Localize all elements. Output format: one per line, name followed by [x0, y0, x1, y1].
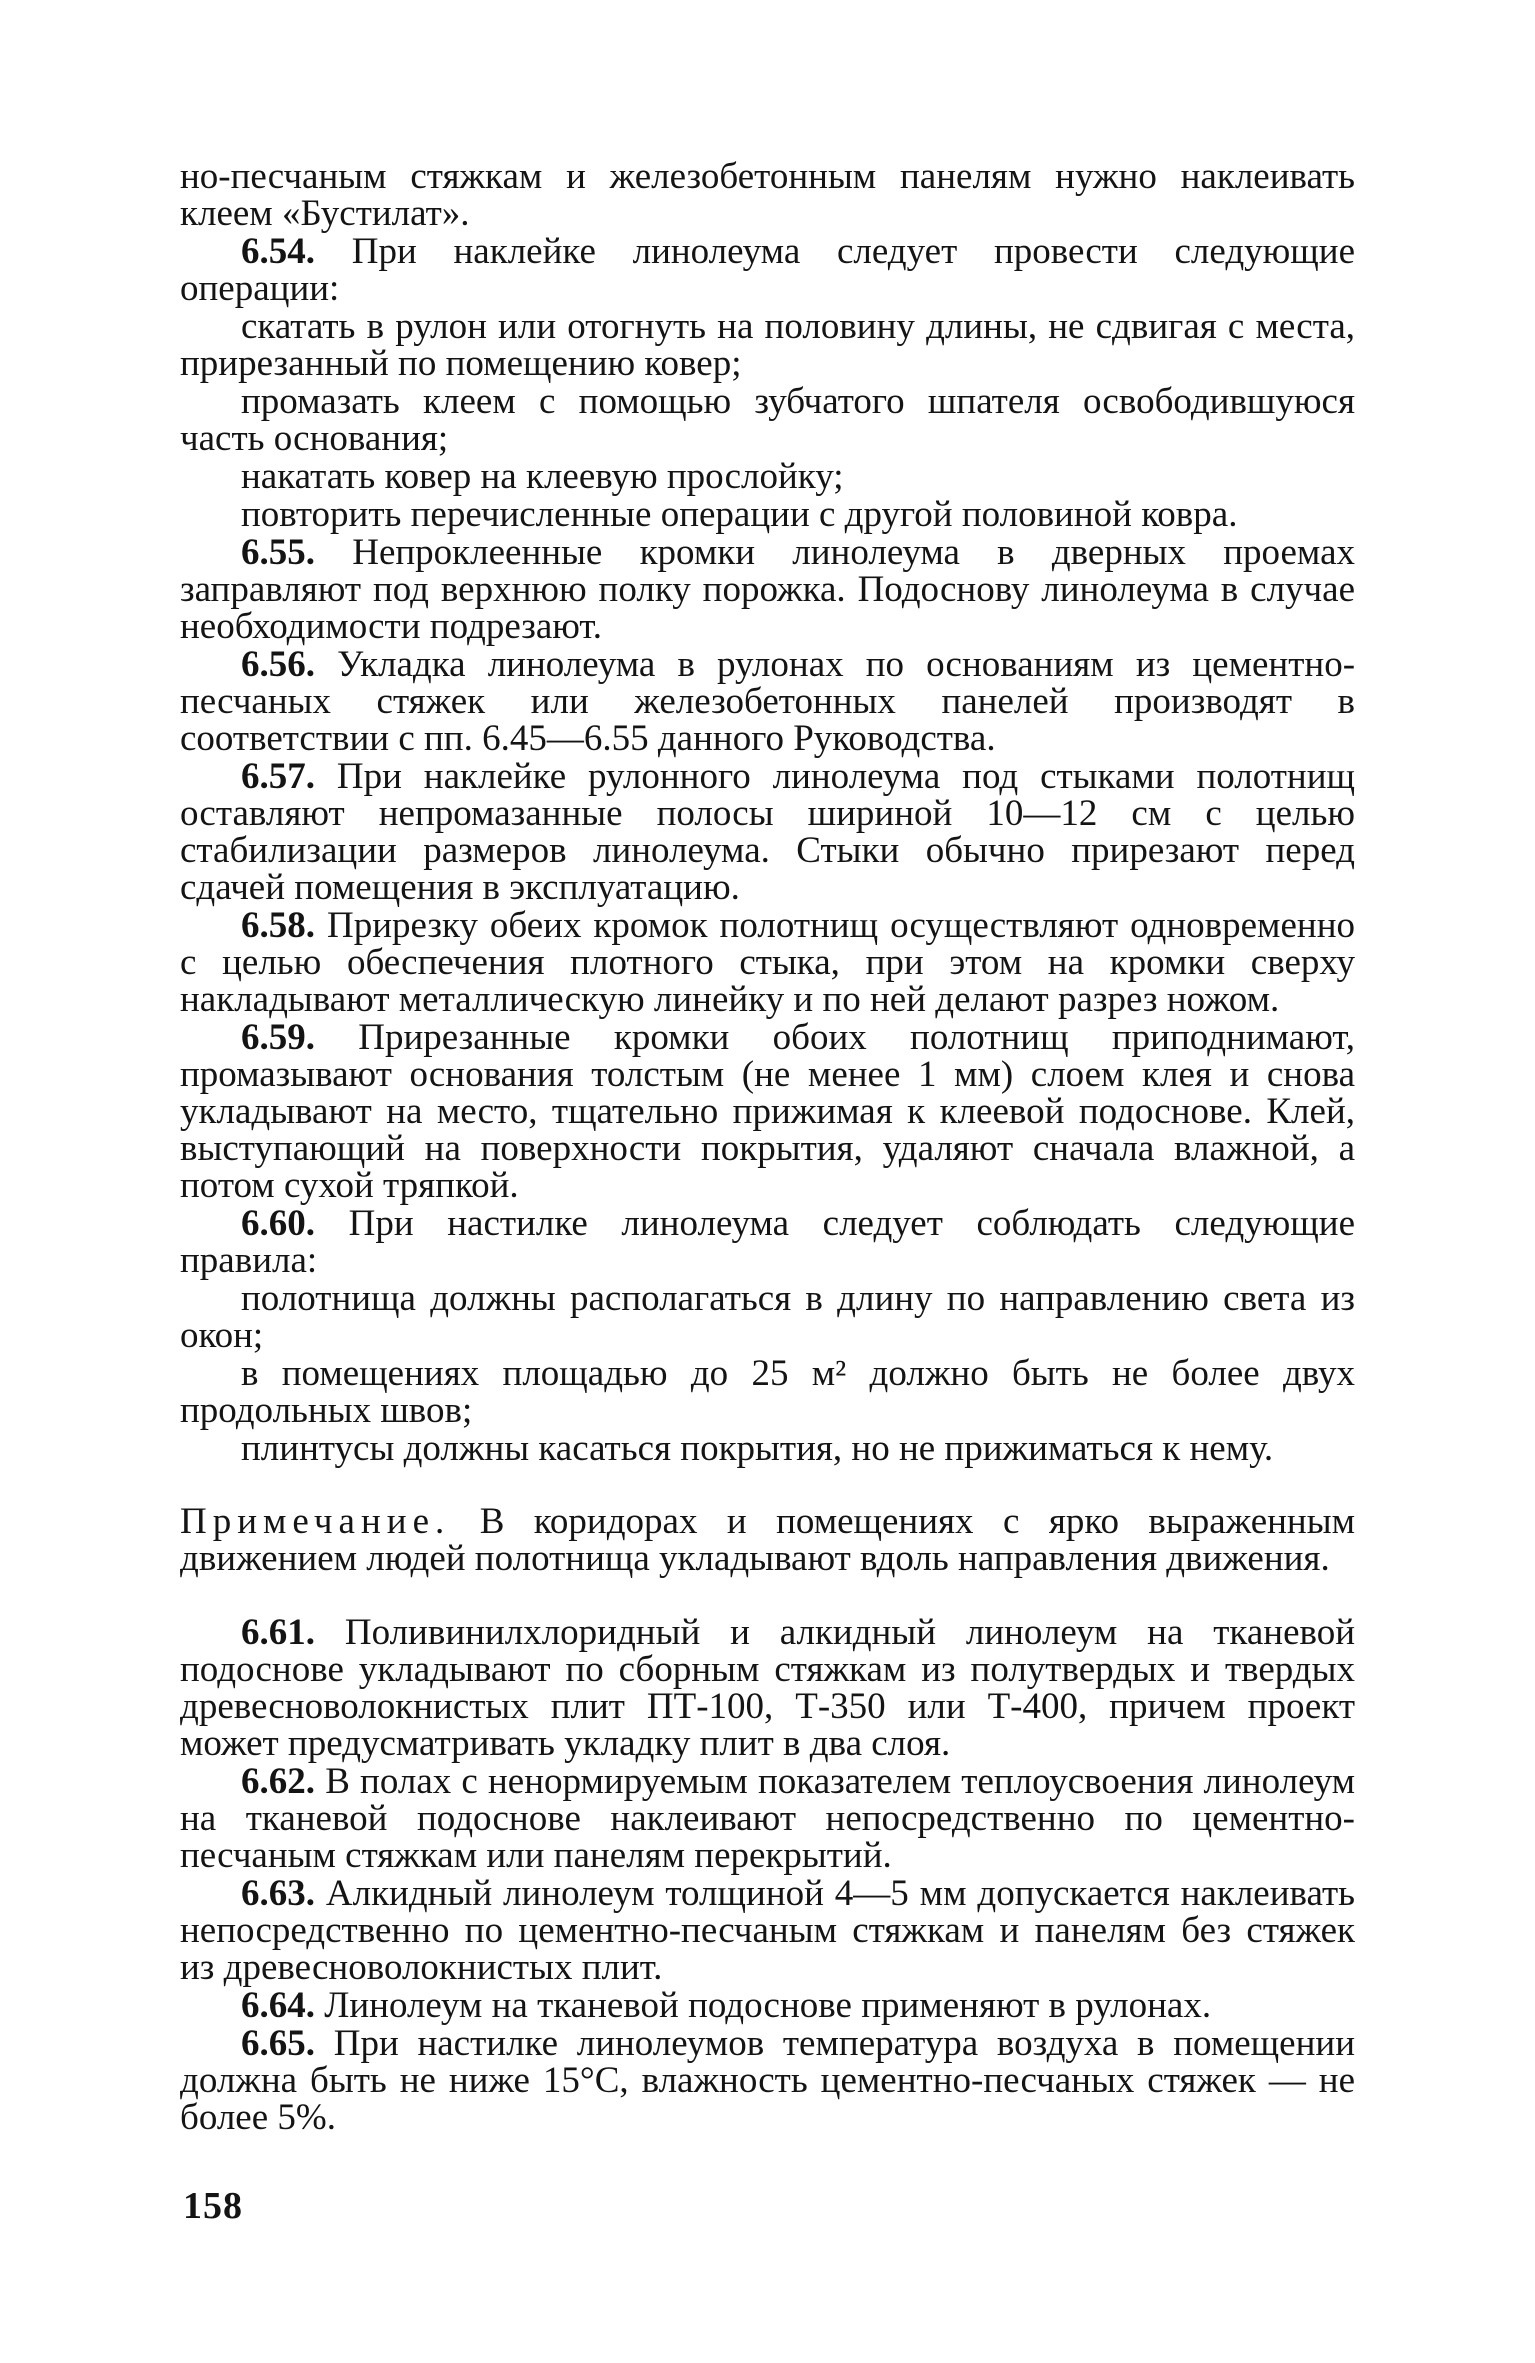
paragraph-text: Прирезку обеих кромок полотнищ осуществляют одновременно с целью обеспечения плотного стыка, при этом на кромки сверху накладывают металлическую линейку и по ней делают разрез ножом.: [180, 905, 1355, 1020]
note: [180, 1503, 1355, 1577]
paragraph: [180, 907, 1355, 1018]
paragraph-text: но-песчаным стяжкам и железобетонным панелям нужно наклеивать клеем «Бустилат».: [180, 156, 1355, 234]
note-label: Примечание.: [180, 1501, 451, 1542]
section-number: 6.65.: [241, 2023, 315, 2064]
paragraph-text: Поливинилхлоридный и алкидный линолеум на тканевой подоснове укладывают по сборным стяжкам из полутвердых и твердых древесноволокнистых плит ПТ-100, Т-350 или Т-400, причем проект может предусматривать укладку плит в два слоя.: [180, 1612, 1356, 1764]
paragraph: [180, 534, 1355, 645]
paragraph: [180, 2025, 1355, 2136]
paragraph-text: Непроклеенные кромки линолеума в дверных проемах заправляют под верхнюю полку порожка. Подоснову линолеума в случае необходимости подрезают.: [180, 532, 1355, 647]
note-text: В коридорах и помещениях с ярко выраженным движением людей полотнища укладывают вдоль направления движения.: [180, 1501, 1355, 1579]
paragraph: [180, 1987, 1355, 2024]
paragraph: [180, 1430, 1355, 1467]
paragraph: [180, 1280, 1355, 1354]
section-number: 6.57.: [241, 756, 315, 797]
paragraph: [180, 158, 1355, 232]
paragraph-text: При наклейке рулонного линолеума под стыками полотнищ оставляют непромазанные полосы шириной 10—12 см с целью стабилизации размеров линолеума. Стыки обычно прирезают перед сдачей помещения в эксплуатацию.: [180, 756, 1356, 908]
paragraph-text: Прирезанные кромки обоих полотнищ приподнимают, промазывают основания толстым (не менее 1 мм) слоем клея и снова укладывают на место, тщательно прижимая к клеевой подоснове. Клей, выступающий на поверхности покрытия, удаляют сначала влажной, а потом сухой тряпкой.: [180, 1017, 1355, 1206]
paragraph: [180, 758, 1355, 906]
paragraph: [180, 458, 1355, 495]
paragraph-text: скатать в рулон или отогнуть на половину длины, не сдвигая с места, прирезанный по помещению ковер;: [180, 306, 1355, 384]
paragraph: [180, 1875, 1355, 1986]
section-number: 6.58.: [241, 905, 315, 946]
paragraph-text: повторить перечисленные операции с другой половиной ковра.: [241, 494, 1238, 535]
paragraph: [180, 1763, 1355, 1874]
paragraph: [180, 383, 1355, 457]
paragraph: [180, 1614, 1355, 1762]
paragraph-text: накатать ковер на клеевую прослойку;: [241, 456, 844, 497]
section-number: 6.62.: [241, 1761, 315, 1802]
section-number: 6.63.: [241, 1873, 315, 1914]
paragraph-text: полотнища должны располагаться в длину по направлению света из окон;: [180, 1278, 1355, 1356]
paragraph-text: в помещениях площадью до 25 м² должно быть не более двух продольных швов;: [180, 1353, 1355, 1431]
section-number: 6.59.: [241, 1017, 315, 1058]
paragraph-text: промазать клеем с помощью зубчатого шпателя освободившуюся часть основания;: [180, 381, 1355, 459]
paragraph-text: При настилке линолеума следует соблюдать следующие правила:: [180, 1203, 1355, 1281]
paragraph: [180, 1019, 1355, 1204]
note-and-lower-text: [180, 1503, 1355, 2136]
section-number: 6.54.: [241, 231, 315, 272]
paragraph: [180, 233, 1355, 307]
paragraph: [180, 1355, 1355, 1429]
section-number: 6.55.: [241, 532, 315, 573]
paragraph-text: При наклейке линолеума следует провести следующие операции:: [180, 231, 1355, 309]
page-number: 158: [183, 2185, 243, 2227]
paragraph: [180, 308, 1355, 382]
paragraph: [180, 1205, 1355, 1279]
spacer: [180, 1577, 1355, 1614]
paragraph: [180, 496, 1355, 533]
paragraph-text: Укладка линолеума в рулонах по основаниям из цементно-песчаных стяжек или железобетонных панелей производят в соответствии с пп. 6.45—6.55 данного Руководства.: [180, 644, 1356, 759]
section-number: 6.60.: [241, 1203, 315, 1244]
section-number: 6.61.: [241, 1612, 315, 1653]
paragraph-text: Алкидный линолеум толщиной 4—5 мм допускается наклеивать непосредственно по цементно-песчаным стяжкам и панелям без стяжек из древесноволокнистых плит.: [180, 1873, 1356, 1988]
paragraph-text: При настилке линолеумов температура воздуха в помещении должна быть не ниже 15°С, влажность цементно-песчаных стяжек — не более 5%.: [180, 2023, 1355, 2138]
paragraph: [180, 646, 1355, 757]
paragraph-text: В полах с ненормируемым показателем теплоусвоения линолеум на тканевой подоснове наклеивают непосредственно по цементно-песчаным стяжкам или панелям перекрытий.: [180, 1761, 1356, 1876]
section-number: 6.56.: [241, 644, 315, 685]
paragraph-text: плинтусы должны касаться покрытия, но не прижиматься к нему.: [241, 1428, 1274, 1469]
paragraph-text: Линолеум на тканевой подоснове применяют в рулонах.: [324, 1985, 1212, 2026]
section-number: 6.64.: [241, 1985, 315, 2026]
main-text-upper: [180, 158, 1355, 1467]
